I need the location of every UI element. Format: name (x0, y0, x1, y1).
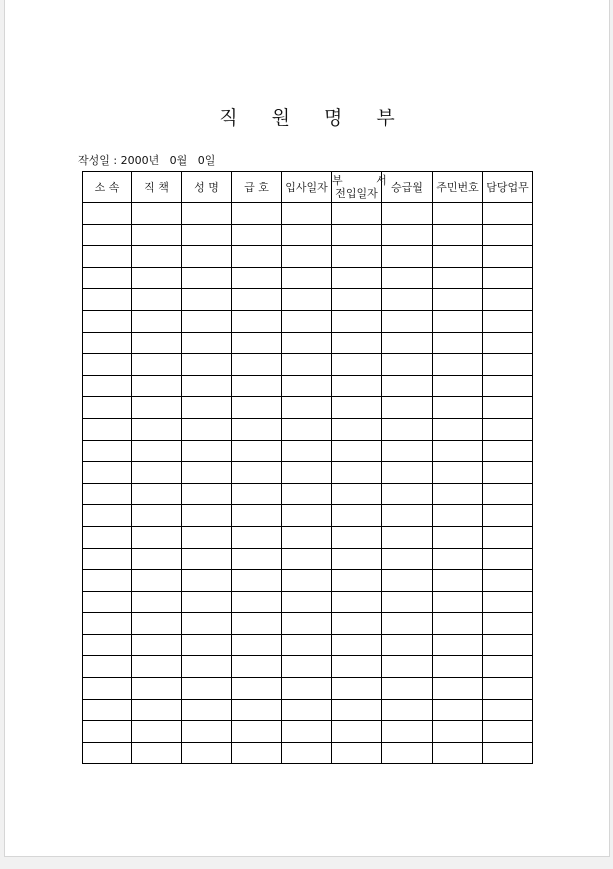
table-cell (132, 203, 182, 225)
table-cell (132, 224, 182, 246)
table-cell (433, 699, 483, 721)
table-cell (332, 483, 382, 505)
table-cell (332, 462, 382, 484)
table-cell (483, 246, 533, 268)
table-cell (182, 354, 232, 376)
table-cell (382, 548, 433, 570)
table-cell (382, 483, 433, 505)
table-cell (232, 332, 282, 354)
table-cell (382, 613, 433, 635)
table-cell (182, 721, 232, 743)
table-cell (182, 505, 232, 527)
table-cell (483, 742, 533, 764)
table-cell (433, 440, 483, 462)
table-cell (382, 332, 433, 354)
table-cell (382, 246, 433, 268)
table-cell (182, 462, 232, 484)
table-cell (332, 656, 382, 678)
table-cell (382, 699, 433, 721)
roster-body (83, 203, 533, 764)
table-cell (83, 634, 132, 656)
table-cell (282, 656, 332, 678)
table-cell (132, 742, 182, 764)
table-cell (483, 721, 533, 743)
table-cell (182, 591, 232, 613)
table-cell (282, 440, 332, 462)
table-cell (132, 310, 182, 332)
table-cell (282, 742, 332, 764)
table-cell (132, 332, 182, 354)
table-cell (282, 267, 332, 289)
table-cell (483, 397, 533, 419)
table-cell (132, 440, 182, 462)
table-cell (382, 224, 433, 246)
table-cell (282, 224, 332, 246)
table-cell (182, 246, 232, 268)
table-row (83, 699, 533, 721)
table-cell (83, 699, 132, 721)
table-cell (382, 418, 433, 440)
table-cell (83, 613, 132, 635)
table-cell (282, 699, 332, 721)
table-row (83, 289, 533, 311)
table-cell (83, 548, 132, 570)
header-transfer-date: 전입일자 (335, 187, 378, 200)
table-cell (483, 267, 533, 289)
table-cell (282, 526, 332, 548)
table-cell (182, 203, 232, 225)
table-cell (132, 613, 182, 635)
table-cell (332, 699, 382, 721)
table-cell (382, 505, 433, 527)
table-cell (483, 613, 533, 635)
table-cell (483, 332, 533, 354)
table-cell (182, 267, 232, 289)
table-cell (382, 742, 433, 764)
table-cell (282, 678, 332, 700)
table-cell (83, 526, 132, 548)
table-cell (433, 591, 483, 613)
table-cell (382, 570, 433, 592)
table-cell (232, 246, 282, 268)
table-cell (282, 289, 332, 311)
table-cell (332, 310, 382, 332)
table-row (83, 591, 533, 613)
table-cell (332, 742, 382, 764)
table-cell (382, 440, 433, 462)
table-cell (232, 310, 282, 332)
table-cell (332, 224, 382, 246)
table-cell (483, 526, 533, 548)
table-cell (232, 203, 282, 225)
table-cell (182, 224, 232, 246)
table-cell (83, 397, 132, 419)
table-cell (83, 591, 132, 613)
table-cell (382, 203, 433, 225)
table-cell (83, 224, 132, 246)
table-cell (132, 418, 182, 440)
table-cell (332, 289, 382, 311)
table-cell (232, 591, 282, 613)
table-cell (433, 483, 483, 505)
table-cell (483, 656, 533, 678)
table-cell (132, 699, 182, 721)
table-cell (132, 397, 182, 419)
table-cell (433, 332, 483, 354)
table-cell (433, 310, 483, 332)
table-cell (483, 224, 533, 246)
table-row (83, 656, 533, 678)
table-row (83, 224, 533, 246)
table-cell (83, 742, 132, 764)
table-cell (483, 310, 533, 332)
header-dept: 부 서 (332, 174, 402, 187)
table-row (83, 505, 533, 527)
table-cell (182, 742, 232, 764)
table-cell (83, 721, 132, 743)
date-line: 작성일 : 2000년 0월 0일 (78, 154, 216, 167)
table-cell (182, 613, 232, 635)
table-cell (332, 505, 382, 527)
page-title: 직 원 명 부 (219, 107, 409, 129)
table-cell (433, 375, 483, 397)
table-cell (182, 418, 232, 440)
table-cell (232, 678, 282, 700)
table-cell (132, 246, 182, 268)
table-cell (332, 613, 382, 635)
header-row (83, 172, 533, 203)
table-row (83, 246, 533, 268)
table-cell (232, 418, 282, 440)
table-cell (232, 742, 282, 764)
table-cell (382, 375, 433, 397)
table-cell (483, 462, 533, 484)
table-cell (83, 310, 132, 332)
table-cell (182, 375, 232, 397)
table-cell (132, 591, 182, 613)
table-cell (83, 418, 132, 440)
table-row (83, 634, 533, 656)
table-cell (332, 678, 382, 700)
table-cell (232, 570, 282, 592)
table-cell (132, 267, 182, 289)
header-hire-date: 입사일자 (282, 172, 332, 203)
table-cell (382, 310, 433, 332)
table-cell (132, 548, 182, 570)
table-cell (182, 548, 232, 570)
table-cell (232, 267, 282, 289)
table-cell (282, 570, 332, 592)
table-cell (132, 678, 182, 700)
table-cell (382, 678, 433, 700)
table-cell (282, 203, 332, 225)
table-row (83, 418, 533, 440)
table-cell (332, 440, 382, 462)
table-cell (433, 742, 483, 764)
table-cell (132, 483, 182, 505)
table-cell (332, 591, 382, 613)
table-row (83, 721, 533, 743)
table-cell (83, 440, 132, 462)
table-cell (483, 634, 533, 656)
table-cell (232, 440, 282, 462)
table-cell (483, 548, 533, 570)
table-cell (382, 289, 433, 311)
table-cell (282, 375, 332, 397)
table-cell (433, 246, 483, 268)
table-row (83, 332, 533, 354)
table-row (83, 526, 533, 548)
document-page (4, 0, 610, 857)
table-cell (282, 613, 332, 635)
table-cell (332, 354, 382, 376)
header-resident-number: 주민번호 (433, 172, 483, 203)
table-cell (332, 548, 382, 570)
table-cell (182, 699, 232, 721)
table-cell (132, 656, 182, 678)
table-cell (83, 332, 132, 354)
table-cell (433, 678, 483, 700)
table-cell (332, 397, 382, 419)
table-row (83, 742, 533, 764)
table-cell (232, 721, 282, 743)
table-cell (332, 721, 382, 743)
table-cell (83, 505, 132, 527)
table-cell (282, 354, 332, 376)
table-cell (132, 354, 182, 376)
table-cell (232, 224, 282, 246)
table-cell (232, 526, 282, 548)
table-cell (433, 289, 483, 311)
table-cell (483, 440, 533, 462)
table-cell (282, 418, 332, 440)
table-cell (433, 526, 483, 548)
table-cell (232, 634, 282, 656)
table-cell (232, 656, 282, 678)
table-cell (132, 505, 182, 527)
table-cell (483, 375, 533, 397)
table-cell (433, 505, 483, 527)
table-cell (483, 699, 533, 721)
table-cell (382, 397, 433, 419)
table-cell (83, 267, 132, 289)
table-cell (182, 440, 232, 462)
table-cell (232, 548, 282, 570)
table-cell (382, 267, 433, 289)
table-cell (282, 634, 332, 656)
table-cell (182, 678, 232, 700)
table-row (83, 548, 533, 570)
table-cell (232, 375, 282, 397)
table-cell (83, 678, 132, 700)
table-row (83, 613, 533, 635)
table-cell (232, 397, 282, 419)
table-cell (182, 397, 232, 419)
table-row (83, 483, 533, 505)
table-cell (483, 591, 533, 613)
table-cell (433, 462, 483, 484)
table-cell (332, 203, 382, 225)
table-cell (182, 310, 232, 332)
table-cell (282, 462, 332, 484)
table-cell (382, 526, 433, 548)
table-cell (433, 397, 483, 419)
table-cell (232, 699, 282, 721)
table-row (83, 570, 533, 592)
table-cell (182, 483, 232, 505)
table-row (83, 678, 533, 700)
table-cell (83, 203, 132, 225)
table-cell (382, 721, 433, 743)
table-cell (332, 526, 382, 548)
table-row (83, 440, 533, 462)
table-cell (483, 203, 533, 225)
table-cell (83, 354, 132, 376)
table-cell (232, 613, 282, 635)
table-row (83, 375, 533, 397)
table-cell (483, 354, 533, 376)
table-cell (232, 354, 282, 376)
table-cell (282, 483, 332, 505)
table-cell (182, 289, 232, 311)
table-cell (83, 483, 132, 505)
header-grade: 급 호 (232, 172, 282, 203)
header-position: 직 책 (132, 172, 182, 203)
table-cell (232, 289, 282, 311)
table-cell (433, 418, 483, 440)
table-cell (132, 289, 182, 311)
table-cell (282, 548, 332, 570)
table-cell (433, 267, 483, 289)
table-cell (132, 570, 182, 592)
table-cell (433, 613, 483, 635)
table-cell (132, 462, 182, 484)
table-cell (282, 310, 332, 332)
header-promotion-month: 승급월 (382, 172, 433, 203)
table-cell (132, 721, 182, 743)
table-cell (282, 505, 332, 527)
table-cell (232, 505, 282, 527)
table-cell (332, 375, 382, 397)
table-cell (83, 246, 132, 268)
employee-roster-table (82, 171, 533, 764)
table-cell (483, 289, 533, 311)
table-row (83, 310, 533, 332)
table-cell (83, 656, 132, 678)
table-cell (282, 246, 332, 268)
table-cell (433, 354, 483, 376)
table-cell (332, 634, 382, 656)
table-cell (182, 526, 232, 548)
table-cell (382, 656, 433, 678)
table-cell (382, 354, 433, 376)
table-row (83, 462, 533, 484)
table-cell (83, 375, 132, 397)
table-cell (332, 418, 382, 440)
table-cell (182, 634, 232, 656)
header-dept-transfer-date (332, 172, 402, 203)
table-cell (483, 505, 533, 527)
table-cell (433, 203, 483, 225)
table-cell (483, 678, 533, 700)
table-cell (483, 418, 533, 440)
table-cell (433, 570, 483, 592)
table-cell (83, 570, 132, 592)
table-cell (433, 721, 483, 743)
table-cell (182, 656, 232, 678)
header-name: 성 명 (182, 172, 232, 203)
header-affiliation: 소 속 (83, 172, 132, 203)
table-cell (382, 591, 433, 613)
table-row (83, 354, 533, 376)
table-cell (132, 375, 182, 397)
table-cell (433, 224, 483, 246)
table-cell (282, 332, 332, 354)
table-cell (382, 462, 433, 484)
table-cell (132, 634, 182, 656)
table-cell (332, 246, 382, 268)
table-cell (232, 483, 282, 505)
table-cell (83, 462, 132, 484)
table-cell (332, 267, 382, 289)
table-cell (83, 289, 132, 311)
table-cell (382, 634, 433, 656)
header-duties: 담당업무 (483, 172, 533, 203)
table-cell (282, 591, 332, 613)
table-cell (332, 570, 382, 592)
table-cell (282, 721, 332, 743)
table-cell (433, 634, 483, 656)
table-cell (433, 656, 483, 678)
table-row (83, 203, 533, 225)
table-cell (332, 332, 382, 354)
table-row (83, 267, 533, 289)
table-cell (232, 462, 282, 484)
table-cell (182, 570, 232, 592)
table-cell (182, 332, 232, 354)
table-row (83, 397, 533, 419)
table-cell (433, 548, 483, 570)
table-cell (483, 483, 533, 505)
table-cell (132, 526, 182, 548)
table-cell (282, 397, 332, 419)
table-cell (483, 570, 533, 592)
